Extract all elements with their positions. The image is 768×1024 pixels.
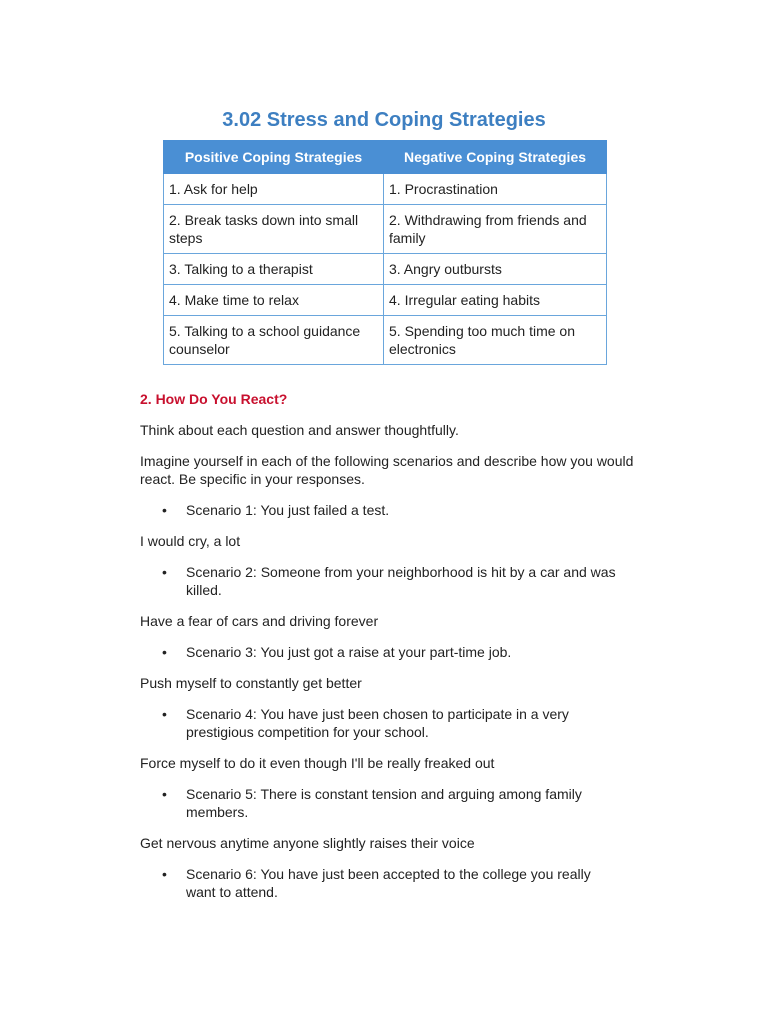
bullet-icon: • [162, 644, 167, 660]
page-title: 3.02 Stress and Coping Strategies [222, 109, 546, 131]
scenario-list [140, 643, 640, 661]
table-cell: 1. Procrastination [384, 174, 607, 205]
scenario-question: Scenario 4: You have just been chosen to participate in a very prestigious competition for your school. [186, 706, 569, 740]
scenario-question: Scenario 5: There is constant tension and arguing among family members. [186, 786, 582, 820]
bullet-icon: • [162, 706, 167, 722]
list-item [140, 643, 640, 661]
scenario-answer: Push myself to constantly get better [140, 675, 362, 691]
list-item [140, 865, 640, 901]
scenario-answer: I would cry, a lot [140, 533, 241, 549]
scenario-answer: Force myself to do it even though I'll be really freaked out [140, 755, 495, 771]
table-cell: 2. Withdrawing from friends and family [384, 205, 607, 254]
table-header-negative: Negative Coping Strategies [384, 141, 607, 174]
table-row [164, 174, 607, 205]
scenario-answer: Have a fear of cars and driving forever [140, 613, 379, 629]
section-heading: 2. How Do You React? [140, 391, 288, 407]
list-item [140, 563, 640, 599]
table-row [164, 285, 607, 316]
table-cell: 2. Break tasks down into small steps [164, 205, 384, 254]
bullet-icon: • [162, 502, 167, 518]
coping-strategies-table [163, 140, 607, 365]
scenario-answer: Get nervous anytime anyone slightly raises their voice [140, 835, 475, 851]
instructions-paragraph: Imagine yourself in each of the following scenarios and describe how you would react. Be specific in your responses. [140, 453, 634, 487]
scenario-list [140, 785, 640, 821]
scenario-question: Scenario 6: You have just been accepted to the college you really want to attend. [186, 866, 591, 900]
scenario-list [140, 705, 640, 741]
bullet-icon: • [162, 866, 167, 882]
bullet-icon: • [162, 786, 167, 802]
list-item [140, 501, 640, 519]
table-cell: 4. Irregular eating habits [384, 285, 607, 316]
table-header-row [164, 141, 607, 174]
table-row [164, 316, 607, 365]
scenario-list [140, 501, 640, 519]
table-cell: 5. Talking to a school guidance counselor [164, 316, 384, 365]
list-item [140, 785, 640, 821]
table-row [164, 254, 607, 285]
table-row [164, 205, 607, 254]
scenario-list [140, 865, 640, 901]
how-do-you-react-section [140, 390, 640, 914]
scenario-question: Scenario 1: You just failed a test. [186, 502, 390, 518]
table-cell: 3. Angry outbursts [384, 254, 607, 285]
scenario-question: Scenario 3: You just got a raise at your part-time job. [186, 644, 512, 660]
table-cell: 1. Ask for help [164, 174, 384, 205]
table-cell: 5. Spending too much time on electronics [384, 316, 607, 365]
table-cell: 3. Talking to a therapist [164, 254, 384, 285]
bullet-icon: • [162, 564, 167, 580]
table-header-positive: Positive Coping Strategies [164, 141, 384, 174]
table-cell: 4. Make time to relax [164, 285, 384, 316]
scenario-question: Scenario 2: Someone from your neighborhood is hit by a car and was killed. [186, 564, 616, 598]
intro-paragraph: Think about each question and answer thoughtfully. [140, 422, 459, 438]
scenario-list [140, 563, 640, 599]
list-item [140, 705, 640, 741]
